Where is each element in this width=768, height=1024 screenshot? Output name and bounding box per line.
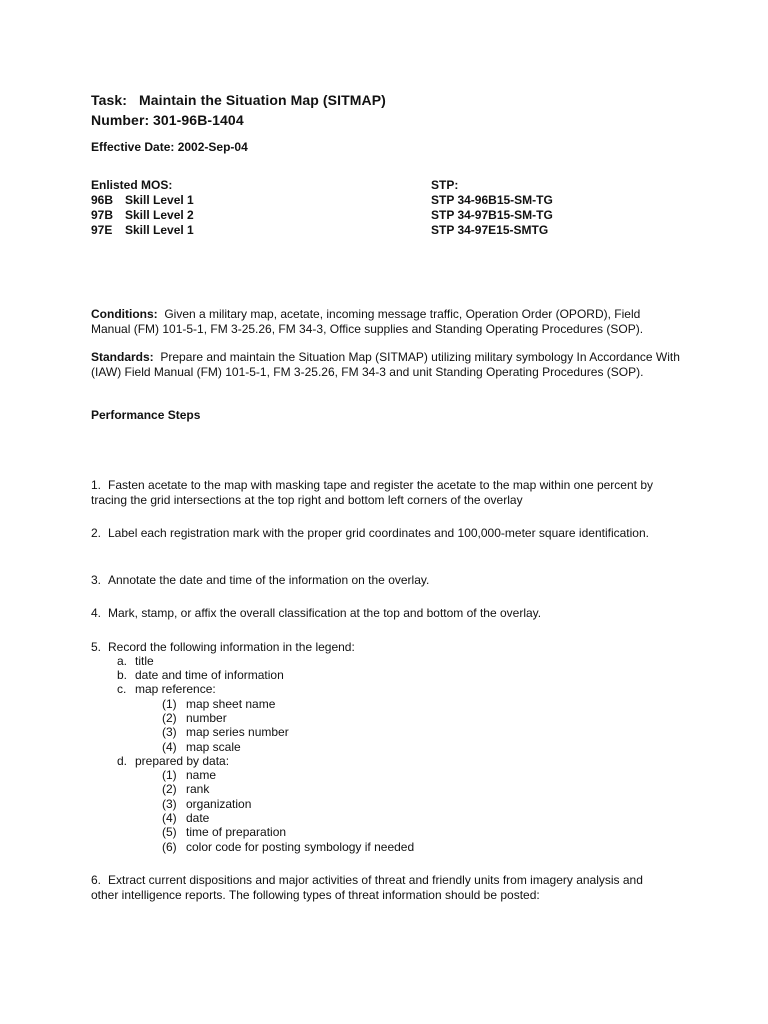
prepared-by-key: (1) xyxy=(162,768,177,782)
map-reference-key: (1) xyxy=(162,697,177,711)
legend-item xyxy=(117,668,284,682)
step-text: Record the following information in the legend: xyxy=(108,640,355,654)
task-number: 301-96B-1404 xyxy=(153,112,244,128)
task-number-line xyxy=(91,112,244,128)
map-reference-item xyxy=(162,697,275,711)
performance-step xyxy=(91,478,671,507)
step-number: 3. xyxy=(91,573,102,587)
performance-steps-heading: Performance Steps xyxy=(91,408,201,422)
legend-item-text: prepared by data: xyxy=(135,754,230,768)
legend-item xyxy=(117,682,216,696)
step-number: 4. xyxy=(91,606,102,620)
prepared-by-key: (5) xyxy=(162,825,177,839)
legend-item-text: title xyxy=(135,654,154,668)
prepared-by-text: time of preparation xyxy=(186,825,287,839)
step-text: Fasten acetate to the map with masking tape and register the acetate to the map within one percent by tracing the grid intersections at the top right and bottom left corners of the overlay xyxy=(91,478,653,507)
performance-step xyxy=(91,526,671,541)
prepared-by-item xyxy=(162,825,286,839)
map-reference-item xyxy=(162,711,227,725)
number-label: Number: xyxy=(91,112,150,128)
performance-step xyxy=(91,640,671,655)
step-number: 6. xyxy=(91,873,102,887)
legend-item-text: date and time of information xyxy=(135,668,284,682)
map-reference-key: (2) xyxy=(162,711,177,725)
performance-step xyxy=(91,873,671,902)
mos-row xyxy=(91,223,194,238)
step-text: Extract current dispositions and major activities of threat and friendly units from imagery analysis and other intelligence reports. The following types of threat information should be posted: xyxy=(91,873,643,902)
mos-row xyxy=(91,193,194,208)
effective-date: Effective Date: 2002-Sep-04 xyxy=(91,140,248,154)
prepared-by-text: color code for posting symbology if needed xyxy=(186,840,415,854)
performance-step xyxy=(91,573,671,588)
legend-item xyxy=(117,754,229,768)
task-title-line xyxy=(91,92,386,108)
step-number: 1. xyxy=(91,478,102,492)
prepared-by-item xyxy=(162,768,216,782)
mos-row xyxy=(91,208,194,223)
mos-code: 96B xyxy=(91,193,114,207)
stp-row: STP 34-97B15-SM-TG xyxy=(431,208,553,222)
task-title: Maintain the Situation Map (SITMAP) xyxy=(139,92,386,108)
stp-row: STP 34-96B15-SM-TG xyxy=(431,193,553,207)
prepared-by-item xyxy=(162,782,209,796)
task-label: Task: xyxy=(91,92,128,108)
performance-step xyxy=(91,606,671,621)
standards-paragraph xyxy=(91,350,681,379)
prepared-by-item xyxy=(162,797,251,811)
mos-code: 97B xyxy=(91,208,114,222)
legend-item-text: map reference: xyxy=(135,682,216,696)
mos-skill-level: Skill Level 2 xyxy=(125,208,194,222)
enlisted-mos-heading: Enlisted MOS: xyxy=(91,178,173,192)
legend-item-key: c. xyxy=(117,682,127,696)
step-number: 5. xyxy=(91,640,102,654)
stp-heading: STP: xyxy=(431,178,459,192)
map-reference-key: (4) xyxy=(162,740,177,754)
prepared-by-text: date xyxy=(186,811,210,825)
map-reference-item xyxy=(162,740,241,754)
legend-item-key: b. xyxy=(117,668,128,682)
conditions-label: Conditions: xyxy=(91,307,158,321)
map-reference-text: number xyxy=(186,711,227,725)
legend-item-key: a. xyxy=(117,654,128,668)
prepared-by-key: (6) xyxy=(162,840,177,854)
legend-item xyxy=(117,654,154,668)
prepared-by-key: (4) xyxy=(162,811,177,825)
mos-code: 97E xyxy=(91,223,113,237)
prepared-by-key: (2) xyxy=(162,782,177,796)
conditions-paragraph xyxy=(91,307,681,336)
map-reference-text: map series number xyxy=(186,725,289,739)
prepared-by-key: (3) xyxy=(162,797,177,811)
conditions-text: Given a military map, acetate, incoming message traffic, Operation Order (OPORD), Field Manual (FM) 101-5-1, FM 3-25.26, FM 34-3, Office supplies and Standing Operating Procedures (SOP). xyxy=(91,307,644,336)
stp-row: STP 34-97E15-SMTG xyxy=(431,223,549,237)
standards-text: Prepare and maintain the Situation Map (SITMAP) utilizing military symbology In Accordance With (IAW) Field Manual (FM) 101-5-1, FM 3-25.26, FM 34-3 and unit Standing Operating Procedures (SOP). xyxy=(91,350,680,379)
prepared-by-text: organization xyxy=(186,797,252,811)
prepared-by-item xyxy=(162,840,414,854)
mos-skill-level: Skill Level 1 xyxy=(125,223,194,237)
standards-label: Standards: xyxy=(91,350,154,364)
prepared-by-text: rank xyxy=(186,782,210,796)
step-text: Label each registration mark with the proper grid coordinates and 100,000-meter square identification. xyxy=(108,526,649,540)
step-text: Mark, stamp, or affix the overall classification at the top and bottom of the overlay. xyxy=(108,606,542,620)
prepared-by-text: name xyxy=(186,768,217,782)
map-reference-key: (3) xyxy=(162,725,177,739)
map-reference-text: map sheet name xyxy=(186,697,276,711)
mos-skill-level: Skill Level 1 xyxy=(125,193,194,207)
legend-item-key: d. xyxy=(117,754,128,768)
map-reference-item xyxy=(162,725,289,739)
prepared-by-item xyxy=(162,811,209,825)
step-number: 2. xyxy=(91,526,102,540)
step-text: Annotate the date and time of the information on the overlay. xyxy=(108,573,430,587)
map-reference-text: map scale xyxy=(186,740,241,754)
